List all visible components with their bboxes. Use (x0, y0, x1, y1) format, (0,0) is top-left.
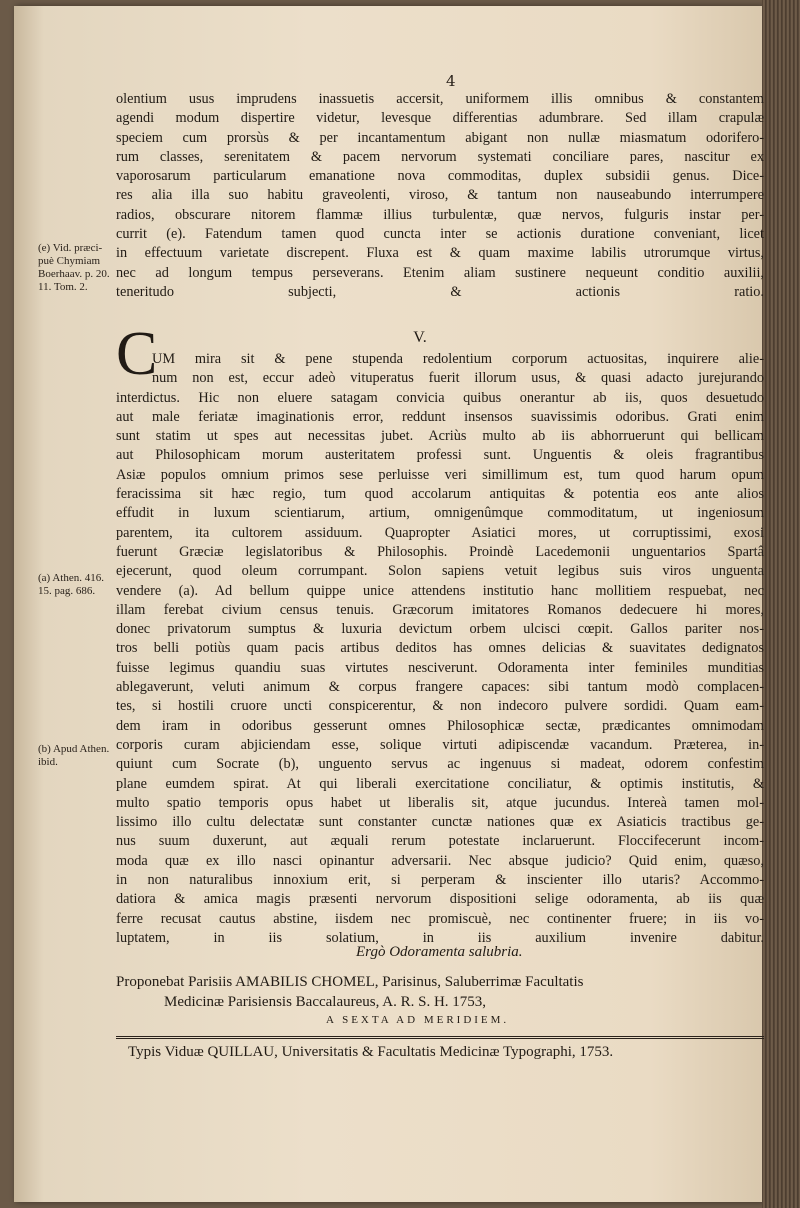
proponebat-line-2: Medicinæ Parisiensis Baccalaureus, A. R. S. H. 1753, (164, 994, 487, 1010)
page-number: 4 (446, 72, 456, 90)
margin-note-e: (e) Vid. præci-puè Chymiam Boerhaav. p. 20. 11. Tom. 2. (38, 242, 110, 293)
text-line: speciem cum prorsùs & per incantamentum abigant non nullæ miasmatum odorifero- (116, 129, 764, 146)
text-line: sunt statim ut spes aut necessitas jubet. Acriùs multo ab iis abhorruerunt qui bellicam (116, 428, 764, 445)
text-line: tes, si hostili cruore uncti conspicerentur, & non indecoro pulvere sordidi. Quam eam- (116, 698, 764, 715)
drop-cap: C (116, 320, 158, 388)
text-line: teneritudo subjecti, & actionis ratio. (116, 283, 764, 300)
text-line: agendi modum dispertire videtur, levesque differentias adumbrare. Sed illam crapulæ (116, 110, 764, 127)
text-line: corporis curam abjiciendam esse, solique virtuti adipiscendæ vacandum. Præterea, in- (116, 736, 764, 753)
text-line: interdictus. Hic non eluere satagam convicia quibus onerantur ab iis, quos desuetudo (116, 389, 764, 406)
time-line: A SEXTA AD MERIDIEM. (326, 1014, 510, 1026)
text-line: nec ad longum tempus perseverans. Etenim aliam sustinere nequeunt conditio auxilii, (116, 264, 764, 281)
text-line: ejecerunt, quod oleum corrumpant. Solon sapiens vetuit legibus suis viros unguenta (116, 563, 764, 580)
text-line: nus suum duxerunt, aut æquali rerum potestate inclaruerunt. Floccifecerunt incom- (116, 833, 764, 850)
text-line: datiora & amica magis præsenti nervorum dispositioni selige odoramenta, ab iis quæ (116, 891, 764, 908)
text-line: vendere (a). Ad bellum quippe unice attendens institutio hanc mollitiem respuebat, nec (116, 582, 764, 599)
text-line: parentem, ita cultorem assiduum. Quapropter Asiatici mores, ut corruptissimi, exosi (116, 524, 764, 541)
text-line: num non est, eccur adeò vituperatus fuerit illorum usus, & quasi adacto jurejurando (152, 370, 764, 387)
text-line: luptatem, in iis solatium, in iis auxilium invenire dabitur. (116, 929, 764, 946)
text-line: radios, obscurare nitorem flammæ illius turbulentæ, quæ nervos, fulguris instar per- (116, 206, 764, 223)
section-number: V. (413, 329, 427, 346)
paragraph-1 (116, 90, 764, 302)
printer-imprint: Typis Viduæ QUILLAU, Universitatis & Facultatis Medicinæ Typographi, 1753. (128, 1044, 614, 1060)
text-line: effudit in luxum scientiarum, artium, omnigenûmque commoditatum, ut ingeniosum (116, 505, 764, 522)
text-line: illam ferebat civium census tenuis. Græcorum imitatores Romanos dedecuere hi mores, (116, 601, 764, 618)
text-line: aut Philosophicam morum austeritatem professi sunt. Unguentis & oleis fragrantibus (116, 447, 764, 464)
text-line: moda quæ ex illo nasci opinantur adversarii. Nec absque judicio? Quid enim, quæso, (116, 852, 764, 869)
text-line: aut male feriatæ imaginationis error, reddunt insensos suavissimis odoribus. Grati enim (116, 408, 764, 425)
text-line: olentium usus imprudens inassuetis accersit, uniformem illis omnibus & constantem (116, 91, 764, 107)
text-line: res alia illa suo habitu graveolenti, viroso, & tantum non nauseabundo interrumpere (116, 187, 764, 204)
text-line: Asiæ populos omnium primos sese perluisse veri simillimum est, tum quod harum opum (116, 466, 764, 483)
text-line: ferre recusat cautus abstine, iisdem nec promiscuè, nec continenter fruere; in iis vo- (116, 910, 764, 927)
text-line: multo spatio temporis opus habet ut liberalis sit, atque jucundus. Intereà tamen mol- (116, 794, 764, 811)
text-line: vaporosarum particularum emanatione nova commoditas, duplex subsidii genus. Dice- (116, 168, 764, 185)
text-line: donec privatorum sumptus & luxuria devictum orbem ulcisci cœpit. Gallos pariter nos- (116, 621, 764, 638)
text-line: fuerunt Græciæ legislatoribus & Philosophis. Proindè Lacedemonii unguentarios Spartâ (116, 543, 764, 560)
proponebat-line-1: Proponebat Parisiis AMABILIS CHOMEL, Parisinus, Saluberrimæ Facultatis (116, 974, 584, 990)
text-line: fuisse legimus quandiu suas virtutes nesciverunt. Odoramenta inter feminiles munditias (116, 659, 764, 676)
margin-note-a: (a) Athen. 416. 15. pag. 686. (38, 572, 104, 597)
paragraph-2 (116, 350, 764, 948)
page-edge-stack (762, 0, 800, 1208)
text-line: dem iram in odoribus gesserunt omnes Philosophicæ sectæ, prædicantes omnimodam (116, 717, 764, 734)
text-line: tros belli potiùs quam pacis artibus deditos has omnes delicias & suavitates dedignatos (116, 640, 764, 657)
text-line: in non naturalibus innoxium erit, si perperam & inscienter illo utaris? Accommo- (116, 872, 764, 889)
thesis-statement: Ergò Odoramenta salubria. (356, 944, 523, 960)
margin-note-b: (b) Apud Athen. ibid. (38, 743, 110, 768)
text-line: UM mira sit & pene stupenda redolentium corporum actuositas, inquirere alie- (152, 351, 764, 367)
divider-rule (116, 1036, 764, 1039)
text-line: rum classes, serenitatem & pacem nervorum systemati conciliare pares, nascitur ex (116, 148, 764, 165)
text-line: lissimo illo cultu delectatæ sunt constanter cunctæ nationes quæ ex Asiaticis tractibus ge- (116, 814, 764, 831)
text-line: currit (e). Fatendum tamen quod cuncta inter se actionis duratione conveniant, licet (116, 226, 764, 243)
text-line: feracissima sit hæc regio, tum quod accolarum antiquitas & potentia eos ante alios (116, 486, 764, 503)
text-line: in effectuum varietate discrepent. Fluxa est & quam maxime labilis utrorumque virtus, (116, 245, 764, 262)
proponebat-block (116, 972, 764, 1012)
text-line: quiunt cum Socrate (b), unguento servus ac ingenuus si madeat, odorem confestim (116, 756, 764, 773)
text-line: ablegaverunt, veluti animum & corpus frangere capaces: sibi tantum modò complacen- (116, 679, 764, 696)
text-line: plane eumdem spirat. At qui liberali exercitatione conciliatur, & optimis institutis, & (116, 775, 764, 792)
